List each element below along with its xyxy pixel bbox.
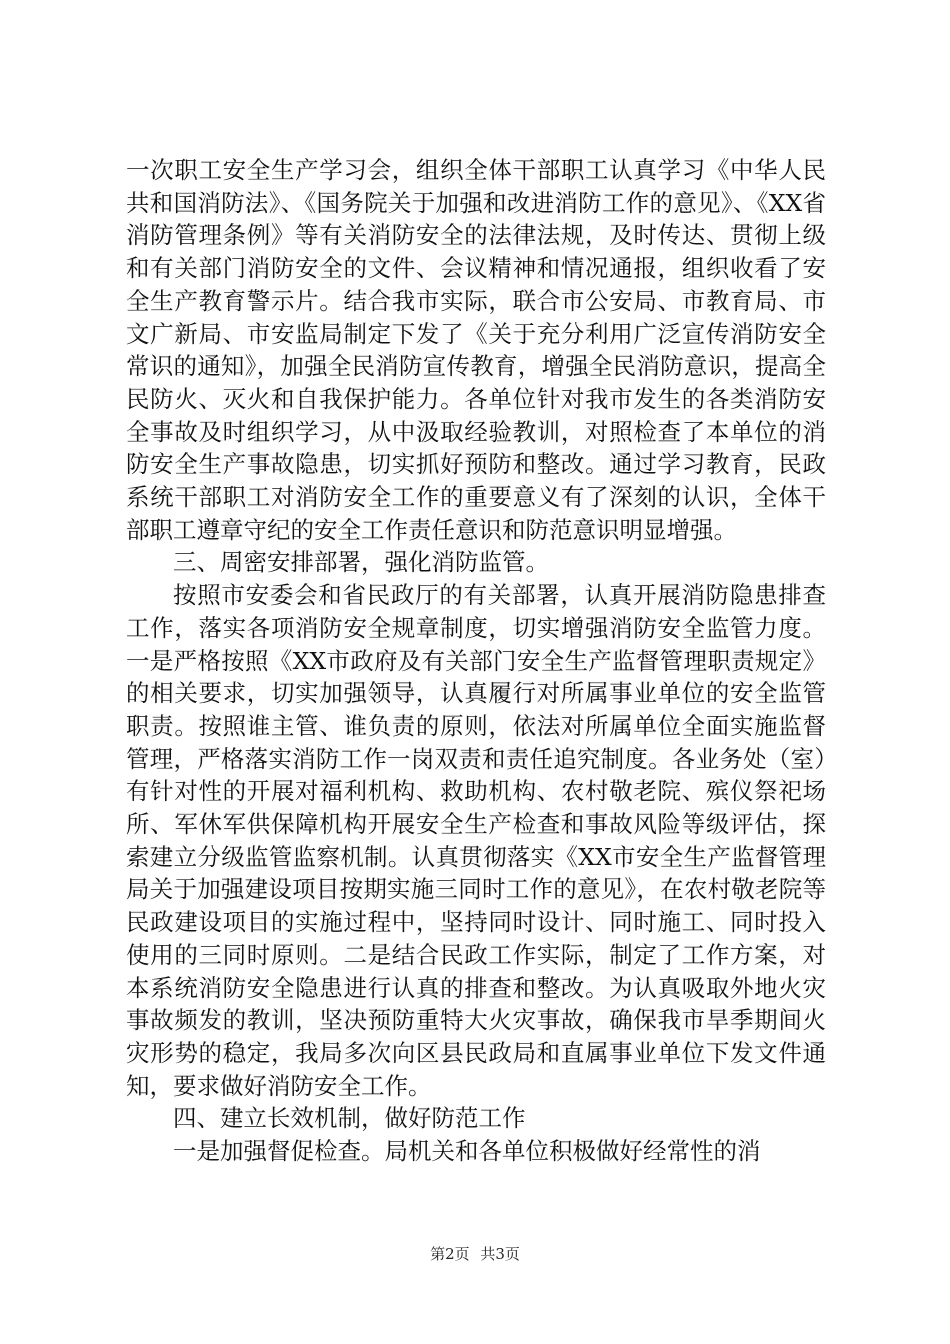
section-heading-3: 三、周密安排部署，强化消防监管。	[173, 548, 549, 577]
page-number: 第2页	[430, 1245, 470, 1263]
document-body	[126, 154, 826, 1168]
paragraph-supervision: 按照市安委会和省民政厅的有关部署，认真开展消防隐患排查工作，落实各项消防安全规章制度，切实增强消防安全监管力度。一是严格按照《XX市政府及有关部门安全生产监督管理职责规定》的相关要求，切实加强领导，认真履行对所属事业单位的安全监管职责。按照谁主管、谁负责的原则，依法对所属单位全面实施监督管理，严格落实消防工作一岗双责和责任追究制度。各业务处（室）有针对性的开展对福利机构、救助机构、农村敬老院、殡仪祭祀场所、军休军供保障机构开展安全生产检查和事故风险等级评估，探索建立分级监管监察机制。认真贯彻落实《XX市安全生产监督管理局关于加强建设项目按期实施三同时工作的意见》，在农村敬老院等民政建设项目的实施过程中，坚持同时设计、同时施工、同时投入使用的三同时原则。二是结合民政工作实际，制定了工作方案，对本系统消防安全隐患进行认真的排查和整改。为认真吸取外地火灾事故频发的教训，坚决预防重特大火灾事故，确保我市旱季期间火灾形势的稳定，我局多次向区县民政局和直属事业单位下发文件通知，要求做好消防安全工作。	[126, 581, 826, 1100]
page-footer	[0, 1244, 950, 1264]
paragraph-inspection: 一是加强督促检查。局机关和各单位积极做好经常性的消	[173, 1137, 761, 1166]
section-heading-4: 四、建立长效机制，做好防范工作	[173, 1104, 526, 1133]
paragraph-study-meeting: 一次职工安全生产学习会，组织全体干部职工认真学习《中华人民共和国消防法》、《国务院关于加强和改进消防工作的意见》、《XX省消防管理条例》等有关消防安全的法律法规，及时传达、贯彻上级和有关部门消防安全的文件、会议精神和情况通报，组织收看了安全生产教育警示片。结合我市实际，联合市公安局、市教育局、市文广新局、市安监局制定下发了《关于充分利用广泛宣传消防安全常识的通知》，加强全民消防宣传教育，增强全民消防意识，提高全民防火、灭火和自我保护能力。各单位针对我市发生的各类消防安全事故及时组织学习，从中汲取经验教训，对照检查了本单位的消防安全生产事故隐患，切实抓好预防和整改。通过学习教育，民政系统干部职工对消防安全工作的重要意义有了深刻的认识，全体干部职工遵章守纪的安全工作责任意识和防范意识明显增强。	[126, 156, 826, 544]
page-total: 共3页	[480, 1245, 520, 1263]
